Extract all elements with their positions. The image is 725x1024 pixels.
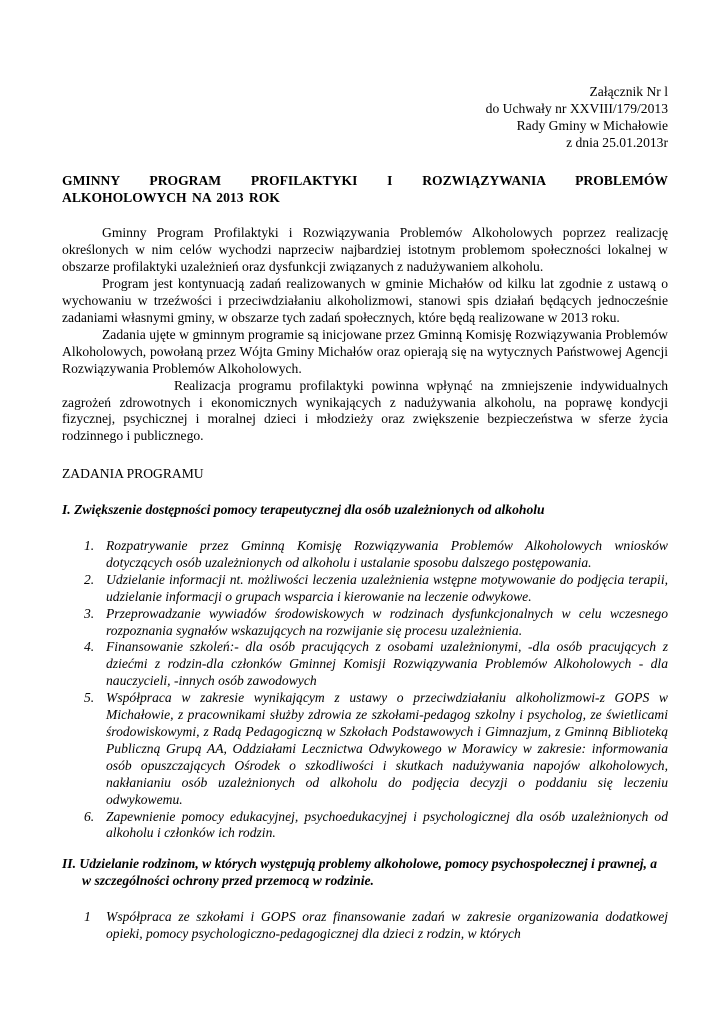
list-item (62, 690, 668, 808)
list-item-number: 3. (84, 605, 95, 621)
section-2-list (62, 909, 668, 943)
list-item-text: Przeprowadzanie wywiadów środowiskowych w rodzinach dysfunkcjonalnych w celu wczesnego rozpoznania sygnałów wskazujących na rozwijanie się procesu uzależnienia. (106, 605, 668, 638)
tasks-heading: ZADANIA PROGRAMU (62, 466, 204, 482)
list-item (62, 538, 668, 572)
list-item-number: 2. (84, 571, 95, 587)
list-item-text: Udzielanie informacji nt. możliwości leczenia uzależnienia wstępne motywowanie do podjęcia terapii, udzielanie informacji o grupach wsparcia i kierowanie na leczenie odwykowe. (106, 571, 668, 604)
document-title: GMINNY PROGRAM PROFILAKTYKI I ROZWIĄZYWANIA PROBLEMÓW ALKOHOLOWYCH NA 2013 ROK (62, 172, 668, 205)
list-item-number: 5. (84, 690, 95, 706)
list-item-text: Zapewnienie pomocy edukacyjnej, psychoedukacyjnej i psychologicznej dla osób uzależnionych od alkoholu i członków ich rodzin. (106, 808, 668, 841)
list-item-number: 1. (84, 538, 95, 554)
intro-paragraph-1: Gminny Program Profilaktyki i Rozwiązywania Problemów Alkoholowych poprzez realizację określonych w nim celów wychodzi naprzeciw najbardziej istotnym problemom społeczności lokalnej w obszarze profilaktyki uzależnień oraz dysfunkcji związanych z nadużywaniem alkoholu. (62, 225, 668, 275)
intro-paragraph-2: Program jest kontynuacją zadań realizowanych w gminie Michałów od kilku lat zgodnie z ustawą o wychowaniu w trzeźwości i przeciwdziałaniu alkoholizmowi, stanowi spis działań będących jednocześnie zadaniami własnymi gminy, w obszarze tych zadań społecznych, które będą realizowane w 2013 roku. (62, 276, 668, 325)
list-item-text: Finansowanie szkoleń:- dla osób pracujących z osobami uzależnionymi, -dla osób pracujących z dziećmi z rodzin-dla członków Gminnej Komisji Rozwiązywania Problemów Alkoholowych - dla nauczycieli, -innych osób zawodowych (106, 639, 668, 689)
intro-paragraph-4: Realizacja programu profilaktyki powinna wpłynąć na zmniejszenie indywidualnych zagrożeń zdrowotnych i ekonomicznych wynikających z nadużywania alkoholu, na poprawę kondycji fizycznej, psychicznej i moralnej dzieci i młodzieży oraz zwiększenie bezpieczeństwa w sferze życia rodzinnego i publicznego. (62, 377, 668, 444)
list-item-text: Rozpatrywanie przez Gminną Komisję Rozwiązywania Problemów Alkoholowych wniosków dotyczących osób uzależnionych od alkoholu i ustalanie sposobu dalszego postępowania. (106, 538, 668, 570)
list-item (62, 809, 668, 843)
annex-number: Załącznik Nr l (589, 84, 668, 99)
council-name: Rady Gminy w Michałowie (516, 117, 668, 133)
list-item-number: 4. (84, 639, 95, 655)
list-item-text: Współpraca ze szkołami i GOPS oraz finansowanie zadań w zakresie organizowania dodatkowej opieki, pomocy psychologiczno-pedagogicznej dla dzieci z rodzin, w których (106, 909, 668, 942)
list-item-number: 1 (84, 909, 91, 925)
section-2-heading: II. Udzielanie rodzinom, w których występują problemy alkoholowe, pomocy psychospołecznej i prawnej, a w szczególności ochrony przed przemocą w rodzinie. (62, 856, 658, 889)
list-item (62, 572, 668, 606)
resolution-date: z dnia 25.01.2013r (566, 134, 668, 150)
list-item-text: Współpraca w zakresie wynikającym z ustawy o przeciwdziałaniu alkoholizmowi-z GOPS w Michałowie, z pracownikami służby zdrowia ze szkołami-pedagog szkolny i psycholog, ze świetlicami środowiskowymi, z Radą Pedagogiczną w Szkołach Podstawowych i Gimnazjum, z Gminną Biblioteką Publiczną Grupą AA, Oddziałami Lecznictwa Odwykowego w Morawicy w zakresie: informowania osób opuszczających Ośrodek o szkodliwości i skutkach nadużywania napojów alkoholowych, nakłanianiu osób uzależnionych od alkoholu do podjęcia decyzji o poddaniu się leczeniu odwykowemu. (106, 690, 668, 807)
list-item (62, 606, 668, 640)
section-1-heading: I. Zwiększenie dostępności pomocy terapeutycznej dla osób uzależnionych od alkoholu (62, 502, 545, 518)
section-1-list (62, 538, 668, 842)
intro-section (62, 225, 668, 445)
list-item (62, 909, 668, 943)
document-header (62, 84, 668, 152)
list-item-number: 6. (84, 808, 95, 824)
list-item (62, 639, 668, 690)
intro-paragraph-3: Zadania ujęte w gminnym programie są inicjowane przez Gminną Komisję Rozwiązywania Problemów Alkoholowych, powołaną przez Wójta Gminy Michałów oraz opierają się na wytycznych Państwowej Agencji Rozwiązywania Problemów Alkoholowych. (62, 326, 668, 376)
resolution-number: do Uchwały nr XXVIII/179/2013 (485, 100, 668, 116)
document-page (62, 84, 668, 943)
